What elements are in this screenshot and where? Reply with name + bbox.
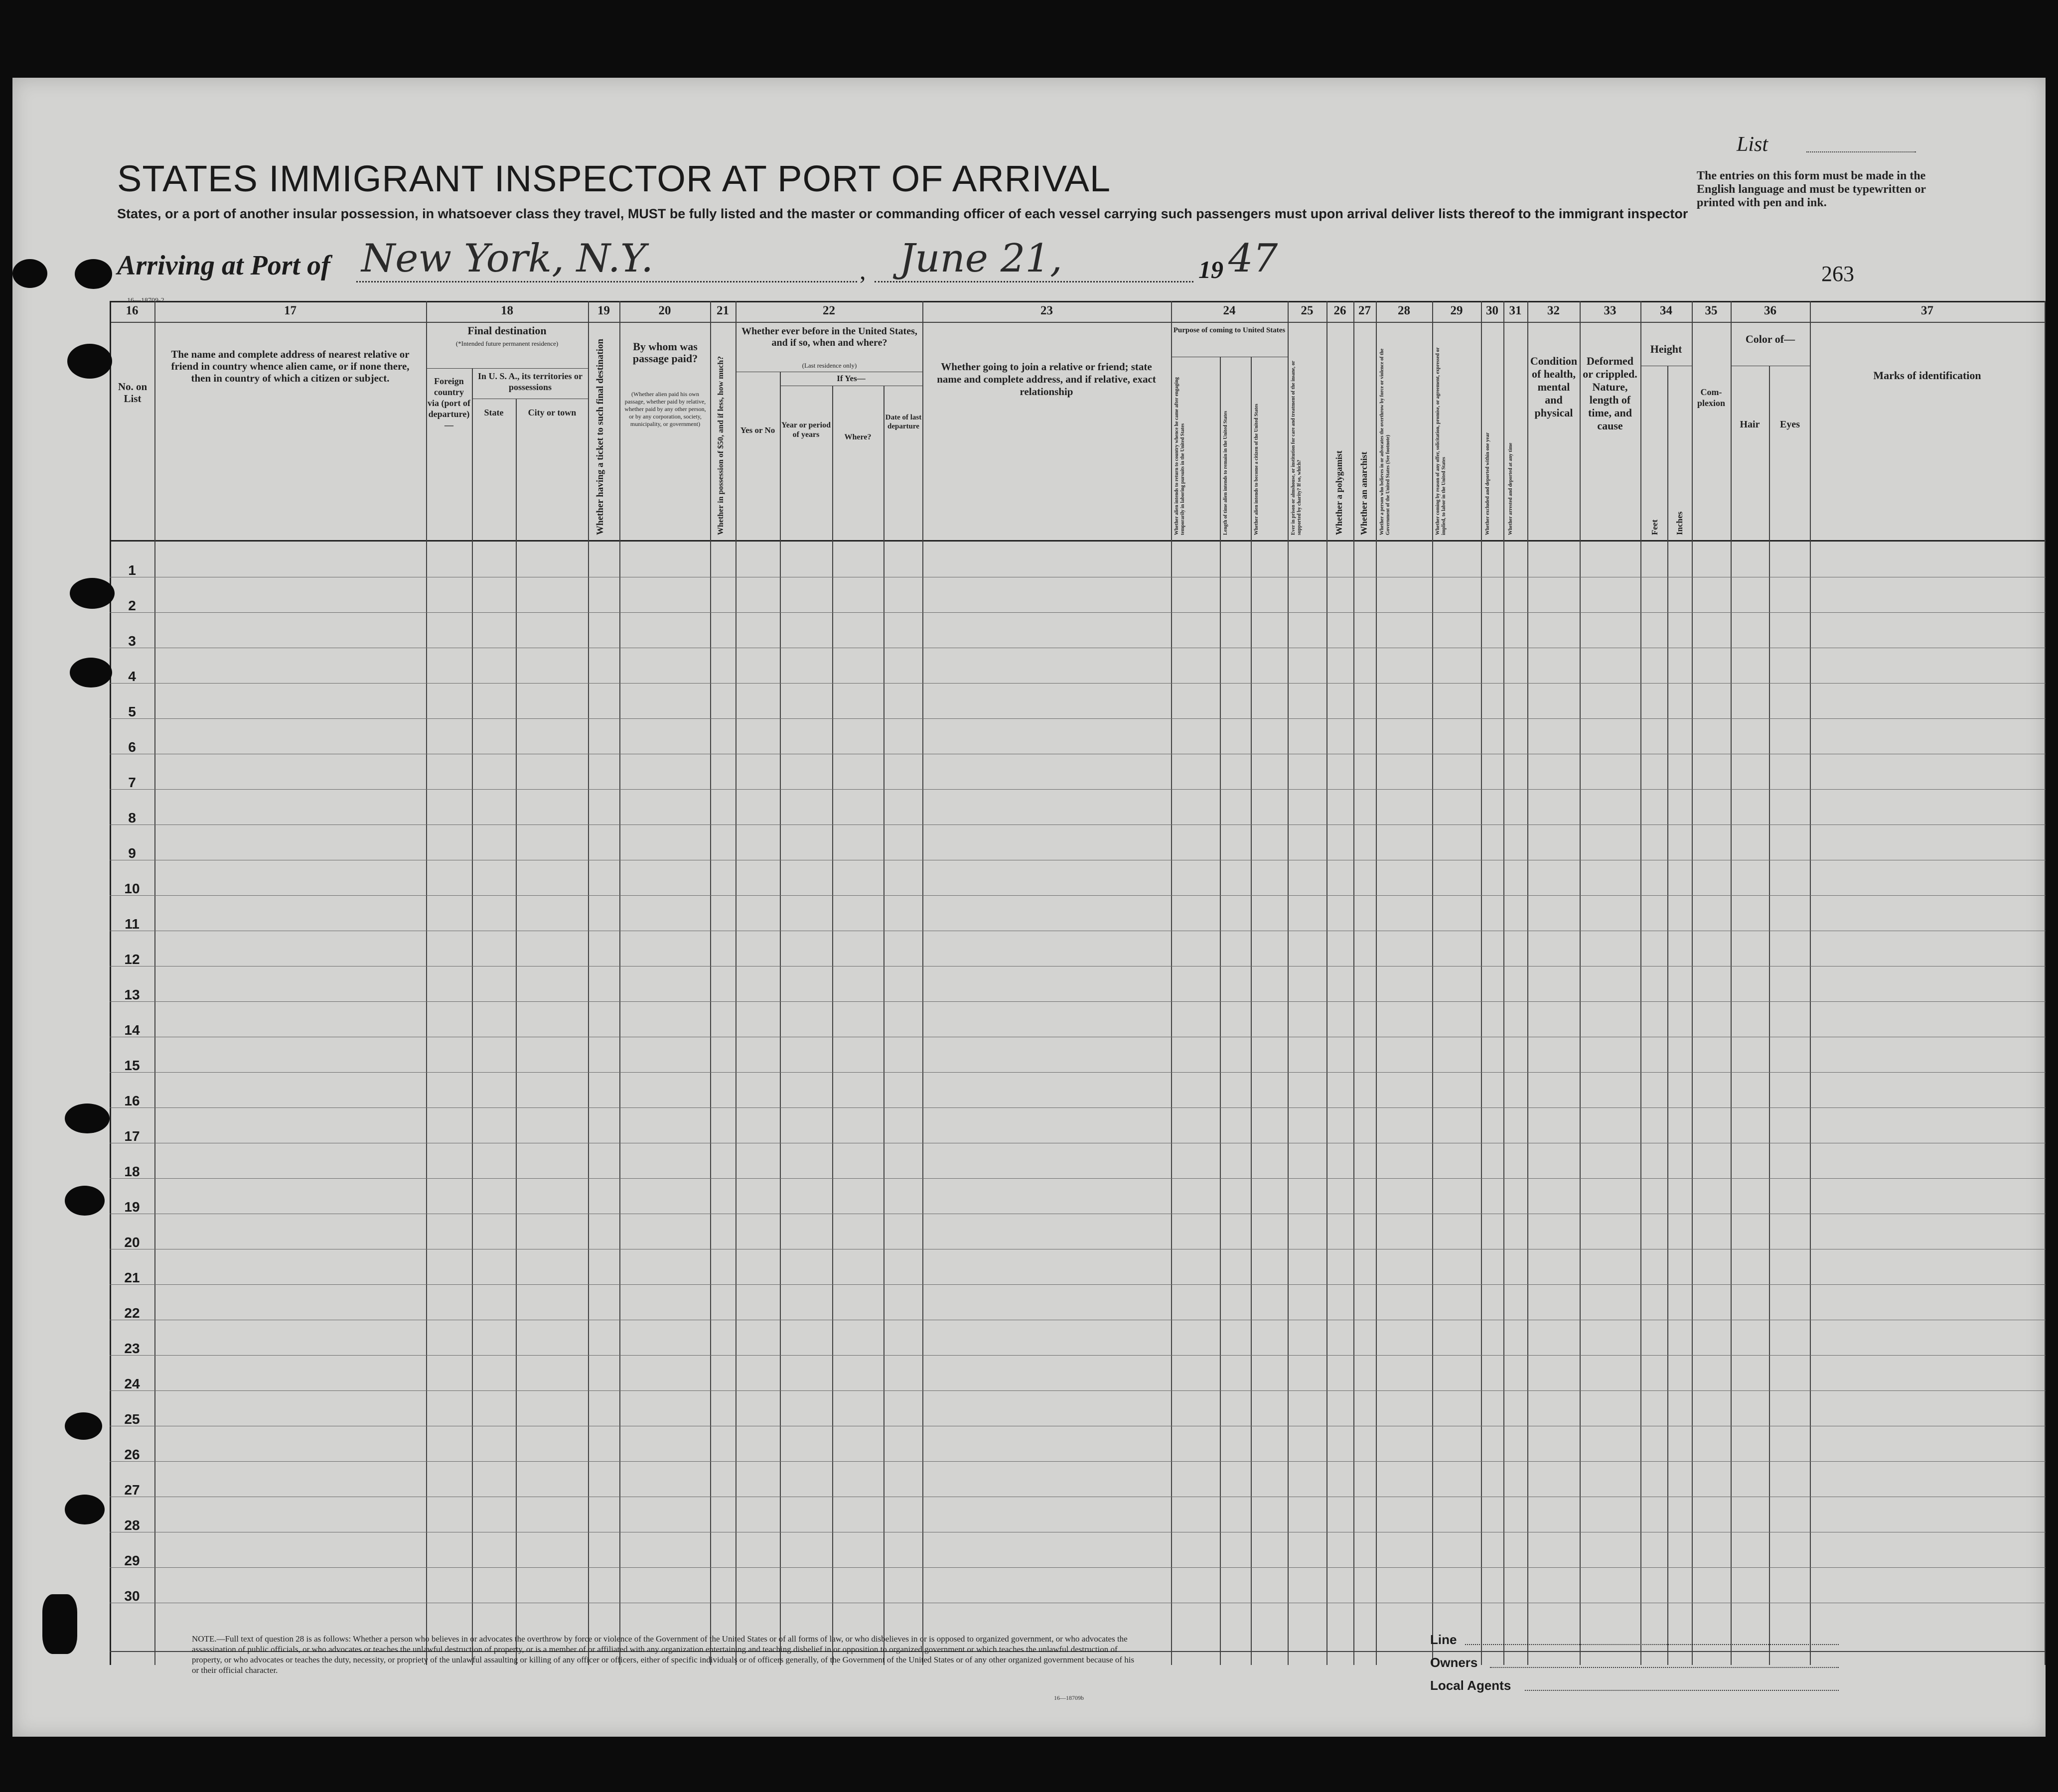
binding-hole xyxy=(65,1495,105,1524)
year-prefix: 19 xyxy=(1198,256,1223,283)
agents-label: Local Agents xyxy=(1430,1678,1511,1693)
colnum-31: 31 xyxy=(1509,304,1522,317)
colnum-24: 24 xyxy=(1223,304,1236,317)
binding-hole xyxy=(65,1412,102,1440)
c18-divider xyxy=(426,368,588,369)
col-border-22c xyxy=(883,386,884,1665)
table-row xyxy=(110,1107,2046,1108)
table-row xyxy=(110,1178,2046,1179)
colnum-16: 16 xyxy=(126,304,139,317)
row-number: 30 xyxy=(124,1588,140,1604)
row-number: 20 xyxy=(124,1235,140,1250)
colnum-37: 37 xyxy=(1921,304,1933,317)
col-border-16 xyxy=(154,301,155,1665)
table-row xyxy=(110,1001,2046,1002)
col-border-34 xyxy=(1692,301,1693,1665)
header-complexion: Com-plexion xyxy=(1697,387,1725,408)
form-instructions: The entries on this form must be made in the English language and must be typewritten or printed with pen and ink. xyxy=(1697,169,1926,209)
port-fill-line xyxy=(356,281,857,282)
col-border-21 xyxy=(735,301,736,1665)
form-subtitle: States, or a port of another insular possession, in whatsoever class they travel, MUST be fully listed and the master or commanding officer of each vessel carrying such passengers must upon arrival deliver lists thereof to the immigrant inspector xyxy=(117,206,1688,221)
col-border-28 xyxy=(1432,301,1433,1665)
torn-edge-mark xyxy=(42,1594,77,1654)
colnum-33: 33 xyxy=(1604,304,1617,317)
header-color-of: Color of— xyxy=(1745,333,1795,345)
header-eyes: Eyes xyxy=(1780,419,1800,430)
col-border-34a xyxy=(1667,366,1668,1665)
row-number: 11 xyxy=(125,916,140,932)
header-height: Height xyxy=(1650,343,1682,355)
header-ever-before: Whether ever before in the United States, and if so, when and where? xyxy=(741,326,917,348)
table-row xyxy=(110,612,2046,613)
row-number: 10 xyxy=(124,881,140,896)
header-final-destination: Final destination xyxy=(467,324,547,337)
table-row xyxy=(110,895,2046,896)
header-prison: Ever in prison or almshouse, or institution for care and treatment of the insane, or supported by charity? If so, which? xyxy=(1291,361,1302,535)
header-join-relative: Whether going to join a relative or friend; state name and complete address, and if relative, exact relationship xyxy=(937,361,1156,398)
row-number: 6 xyxy=(128,739,136,755)
header-passage-paid: By whom was passage paid? xyxy=(632,340,698,365)
binding-hole xyxy=(65,1186,105,1216)
col-border-25 xyxy=(1326,301,1327,1665)
colnum-20: 20 xyxy=(658,304,671,317)
row-number: 1 xyxy=(128,562,136,578)
colnum-32: 32 xyxy=(1547,304,1560,317)
agents-fill xyxy=(1525,1690,1839,1691)
colnum-23: 23 xyxy=(1040,304,1053,317)
port-handwritten: New York, N.Y. xyxy=(361,236,654,281)
colnum-21: 21 xyxy=(717,304,729,317)
col-border-26 xyxy=(1353,301,1354,1665)
header-excluded: Whether excluded and deported within one year xyxy=(1485,432,1490,535)
footnote-question-28: NOTE.—Full text of question 28 is as follows: Whether a person who believes in or advocates the overthrow by force or violence of the Government of the United States or of all forms of law, or who disbelieves in or is opposed to organized government, or who advocates the assassination of public officials, or who advocates or teaches the unlawful destruction of property, or is a member of or affiliated with any organization entertaining and teaching disbelief in or opposition to organized government or which teaches the unlawful destruction of property, or who advocates or teaches the duty, necessity, or propriety of the unlawful assaulting or killing of any officer or officers, either of specific individuals or of officers generally, of the Government of the United States or of any other organized government because of his or their official character. xyxy=(192,1634,1135,1675)
year-handwritten: 47 xyxy=(1228,236,1278,281)
row-number: 18 xyxy=(124,1164,140,1179)
footnote-code: 16—18709b xyxy=(1054,1694,1084,1701)
col-border-22a xyxy=(780,372,781,1665)
form-title: STATES IMMIGRANT INSPECTOR AT PORT OF ARRIVAL xyxy=(117,158,1111,199)
binding-hole xyxy=(75,259,112,289)
header-if-yes: If Yes— xyxy=(837,374,866,383)
header-purpose-length: Length of time alien intends to remain in the United States xyxy=(1223,411,1228,535)
header-final-destination-sub: (*Intended future permanent residence) xyxy=(455,340,559,347)
col-border-22b xyxy=(832,386,833,1665)
colnum-34: 34 xyxy=(1660,304,1672,317)
header-foreign-country: Foreign country via (port of departure)— xyxy=(428,376,470,430)
header-state: State xyxy=(484,408,504,417)
row-number: 9 xyxy=(128,845,136,861)
colnum-30: 30 xyxy=(1486,304,1498,317)
row-number: 5 xyxy=(128,704,136,719)
colnum-35: 35 xyxy=(1705,304,1718,317)
row-number: 23 xyxy=(124,1341,140,1356)
col-border-33 xyxy=(1640,301,1641,1665)
row-number: 22 xyxy=(124,1305,140,1321)
table-row xyxy=(110,1284,2046,1285)
colnum-36: 36 xyxy=(1764,304,1776,317)
manifest-table xyxy=(110,301,2046,1665)
colnum-26: 26 xyxy=(1333,304,1346,317)
binding-hole xyxy=(70,658,112,688)
comma-separator: , xyxy=(860,257,866,284)
col-border-24b xyxy=(1251,357,1252,1665)
col-border-24 xyxy=(1288,301,1289,1665)
table-row xyxy=(110,1355,2046,1356)
row-number: 13 xyxy=(124,987,140,1002)
list-label: List xyxy=(1737,133,1768,156)
header-polygamist: Whether a polygamist xyxy=(1334,450,1344,535)
header-ever-before-sub: (Last residence only) xyxy=(802,362,857,369)
row-number: 17 xyxy=(124,1128,140,1144)
col-border-29 xyxy=(1481,301,1482,1665)
row-number: 28 xyxy=(124,1517,140,1533)
table-row xyxy=(110,1072,2046,1073)
colnum-25: 25 xyxy=(1301,304,1314,317)
col-border-36a xyxy=(1769,366,1770,1665)
header-passage-note: (Whether alien paid his own passage, whether paid by relative, whether paid by any other person, or by any corporation, society, municipality, or government) xyxy=(624,391,706,427)
header-where: Where? xyxy=(844,433,872,441)
header-yes-no: Yes or No xyxy=(740,425,775,435)
header-labor-offer: Whether coming by reason of any offer, solicitation, promise, or agreement, expressed or implied, to labor in the United States xyxy=(1435,347,1447,535)
header-years: Year or period of years xyxy=(781,421,831,439)
binding-hole xyxy=(12,259,47,288)
row-number: 8 xyxy=(128,810,136,826)
row-number: 21 xyxy=(124,1270,140,1285)
date-fill-line xyxy=(875,281,1193,282)
row-number: 24 xyxy=(124,1376,140,1391)
col-border-0 xyxy=(110,301,111,1665)
header-in-usa: In U. S. A., its territories or possessions xyxy=(478,371,583,392)
column-number-divider xyxy=(110,322,2046,323)
table-top-border xyxy=(110,301,2046,302)
binding-hole xyxy=(70,578,115,609)
line-fill xyxy=(1465,1644,1839,1645)
colnum-27: 27 xyxy=(1358,304,1371,317)
col-border-19 xyxy=(619,301,620,1665)
row-number: 12 xyxy=(124,952,140,967)
header-health: Condition of health, mental and physical xyxy=(1530,355,1578,419)
row-number: 14 xyxy=(124,1022,140,1038)
row-number: 7 xyxy=(128,775,136,790)
row-number: 19 xyxy=(124,1199,140,1215)
col-border-36 xyxy=(1810,301,1811,1665)
header-last-departure: Date of last departure xyxy=(885,414,922,430)
row-number: 4 xyxy=(128,669,136,684)
header-purpose-return: Whether alien intends to return to country whence he came after engaging temporarily in laboring pursuits in the United States xyxy=(1174,377,1185,535)
col-border-24a xyxy=(1220,357,1221,1665)
col-border-30 xyxy=(1503,301,1504,1665)
colnum-19: 19 xyxy=(597,304,610,317)
colnum-29: 29 xyxy=(1450,304,1463,317)
row-number: 15 xyxy=(124,1058,140,1073)
col-border-32 xyxy=(1580,301,1581,1665)
col-border-35 xyxy=(1731,301,1732,1665)
table-row xyxy=(110,789,2046,790)
col-border-31 xyxy=(1527,301,1528,1665)
col-border-18a xyxy=(472,368,473,1665)
header-marks: Marks of identification xyxy=(1873,369,1981,382)
col-border-18b xyxy=(516,399,517,1665)
row-number: 3 xyxy=(128,633,136,649)
list-number-line xyxy=(1806,151,1916,152)
line-label: Line xyxy=(1430,1632,1457,1647)
col-border-17 xyxy=(426,301,427,1665)
binding-hole xyxy=(67,344,112,379)
table-row xyxy=(110,1390,2046,1391)
binding-hole xyxy=(65,1103,110,1133)
table-row xyxy=(110,1461,2046,1462)
table-row xyxy=(110,718,2046,719)
header-bottom-border xyxy=(110,540,2046,542)
header-fifty-dollars: Whether in possession of $50, and if less, how much? xyxy=(717,356,725,535)
header-nearest-relative: The name and complete address of nearest relative or friend in country whence alien came, or if none there, then in country of which a citizen or subject. xyxy=(171,348,410,384)
manifest-sheet xyxy=(12,78,2046,1737)
col-border-23 xyxy=(1171,301,1172,1665)
header-ticket: Whether having a ticket to such final destination xyxy=(595,339,605,535)
header-hair: Hair xyxy=(1740,419,1760,430)
col-border-37 xyxy=(2045,301,2046,1665)
row-number: 27 xyxy=(124,1482,140,1498)
col-border-18 xyxy=(588,301,589,1665)
row-number: 2 xyxy=(128,598,136,613)
table-row xyxy=(110,1567,2046,1568)
header-purpose-citizen: Whether alien intends to become a citizen of the United States xyxy=(1254,404,1259,535)
header-deformed: Deformed or crippled. Nature, length of time, and cause xyxy=(1583,355,1637,432)
header-inches: Inches xyxy=(1675,511,1684,535)
arriving-label: Arriving at Port of xyxy=(117,250,330,281)
header-arrested: Whether arrested and deported at any time xyxy=(1508,442,1513,535)
table-row xyxy=(110,683,2046,684)
col-border-20 xyxy=(710,301,711,1665)
row-number: 25 xyxy=(124,1411,140,1427)
owners-fill xyxy=(1490,1667,1839,1668)
header-purpose: Purpose of coming to United States xyxy=(1173,326,1286,334)
page-number: 263 xyxy=(1821,262,1854,286)
col-border-27 xyxy=(1376,301,1377,1665)
col-border-22 xyxy=(922,301,923,1665)
header-feet: Feet xyxy=(1650,519,1659,535)
header-anarchist: Whether an anarchist xyxy=(1359,451,1369,535)
row-number: 29 xyxy=(124,1553,140,1568)
header-no-on-list: No. on List xyxy=(118,381,147,405)
row-number: 16 xyxy=(124,1093,140,1108)
colnum-17: 17 xyxy=(284,304,296,317)
colnum-22: 22 xyxy=(823,304,835,317)
colnum-18: 18 xyxy=(501,304,513,317)
owners-label: Owners xyxy=(1430,1655,1478,1670)
header-city: City or town xyxy=(528,408,577,417)
colnum-28: 28 xyxy=(1398,304,1410,317)
header-overthrow: Whether a person who believes in or advocates the overthrow by force or violence of the Government of the United States (See footnote) xyxy=(1379,348,1391,535)
date-handwritten: June 21, xyxy=(899,236,1062,281)
row-number: 26 xyxy=(124,1447,140,1462)
